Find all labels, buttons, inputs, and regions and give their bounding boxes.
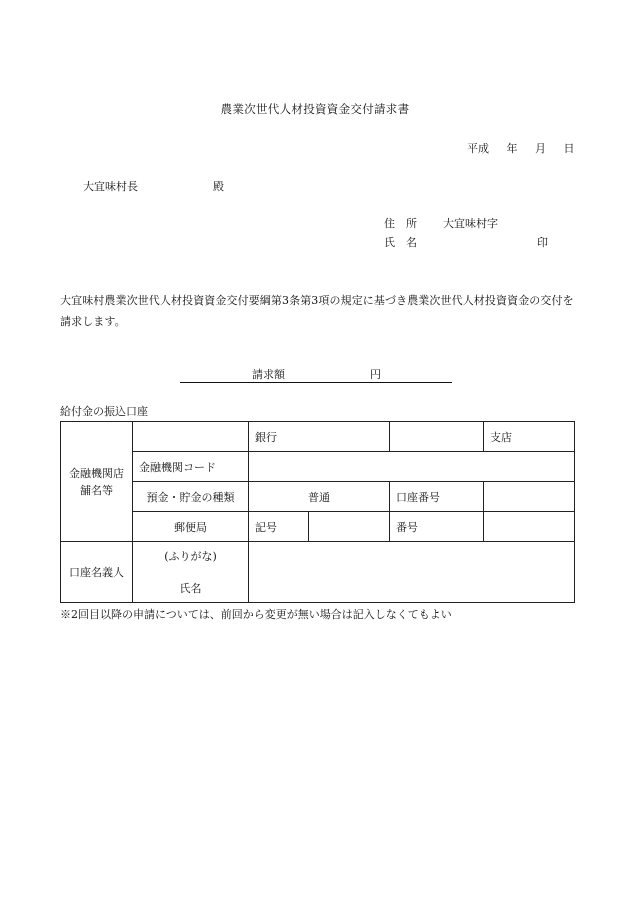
addressee-name: 大宜味村長 <box>83 180 138 193</box>
account-number-label: 口座番号 <box>390 482 484 512</box>
bank-name-field[interactable] <box>133 422 249 452</box>
account-heading: 給付金の振込口座 <box>60 405 148 418</box>
furigana-label: (ふりがな) <box>164 550 217 563</box>
holder-name-label: 氏名 <box>179 582 202 595</box>
amount-unit: 円 <box>370 368 381 381</box>
date-era: 平成 <box>467 142 489 155</box>
holder-label-cell <box>133 542 249 603</box>
date-line <box>467 142 575 156</box>
table-row <box>61 422 575 452</box>
document-title: 農業次世代人材投資資金交付請求書 <box>220 102 410 116</box>
number-label: 番号 <box>390 512 484 542</box>
request-statement: 大宜味村農業次世代人材投資資金交付要綱第3条第3項の規定に基づき農業次世代人材投資資金の交付を請求します。 <box>60 294 574 328</box>
institution-code-label: 金融機関コード <box>133 452 249 482</box>
bank-suffix: 銀行 <box>249 422 390 452</box>
institution-header: 金融機関店 舗名等 <box>61 422 133 542</box>
holder-name-field[interactable] <box>249 542 575 603</box>
branch-suffix: 支店 <box>484 422 575 452</box>
table-row <box>61 512 575 542</box>
table-row <box>61 542 575 603</box>
address-value[interactable]: 大宜味村字 <box>443 217 498 230</box>
address-label: 住 所 <box>384 217 417 230</box>
footnote: ※2回目以降の申請については、前回から変更が無い場合は記入しなくてもよい <box>60 608 452 621</box>
table-row <box>61 482 575 512</box>
amount-label: 請求額 <box>252 368 285 381</box>
bank-account-table <box>60 421 575 603</box>
number-field[interactable] <box>484 512 575 542</box>
table-row <box>61 452 575 482</box>
date-year: 年 <box>506 142 518 155</box>
date-day: 日 <box>563 142 575 155</box>
seal-mark: 印 <box>537 236 548 249</box>
holder-header: 口座名義人 <box>61 542 133 603</box>
symbol-label: 記号 <box>249 512 309 542</box>
deposit-type-label: 預金・貯金の種類 <box>133 482 249 512</box>
symbol-field[interactable] <box>309 512 390 542</box>
branch-name-field[interactable] <box>390 422 484 452</box>
post-office-label: 郵便局 <box>133 512 249 542</box>
date-month: 月 <box>535 142 546 155</box>
account-number-field[interactable] <box>484 482 575 512</box>
applicant-name-label: 氏 名 <box>384 236 417 249</box>
deposit-type-value[interactable]: 普通 <box>249 482 390 512</box>
institution-code-field[interactable] <box>249 452 575 482</box>
amount-field[interactable] <box>180 368 452 383</box>
addressee-honorific: 殿 <box>213 180 224 193</box>
